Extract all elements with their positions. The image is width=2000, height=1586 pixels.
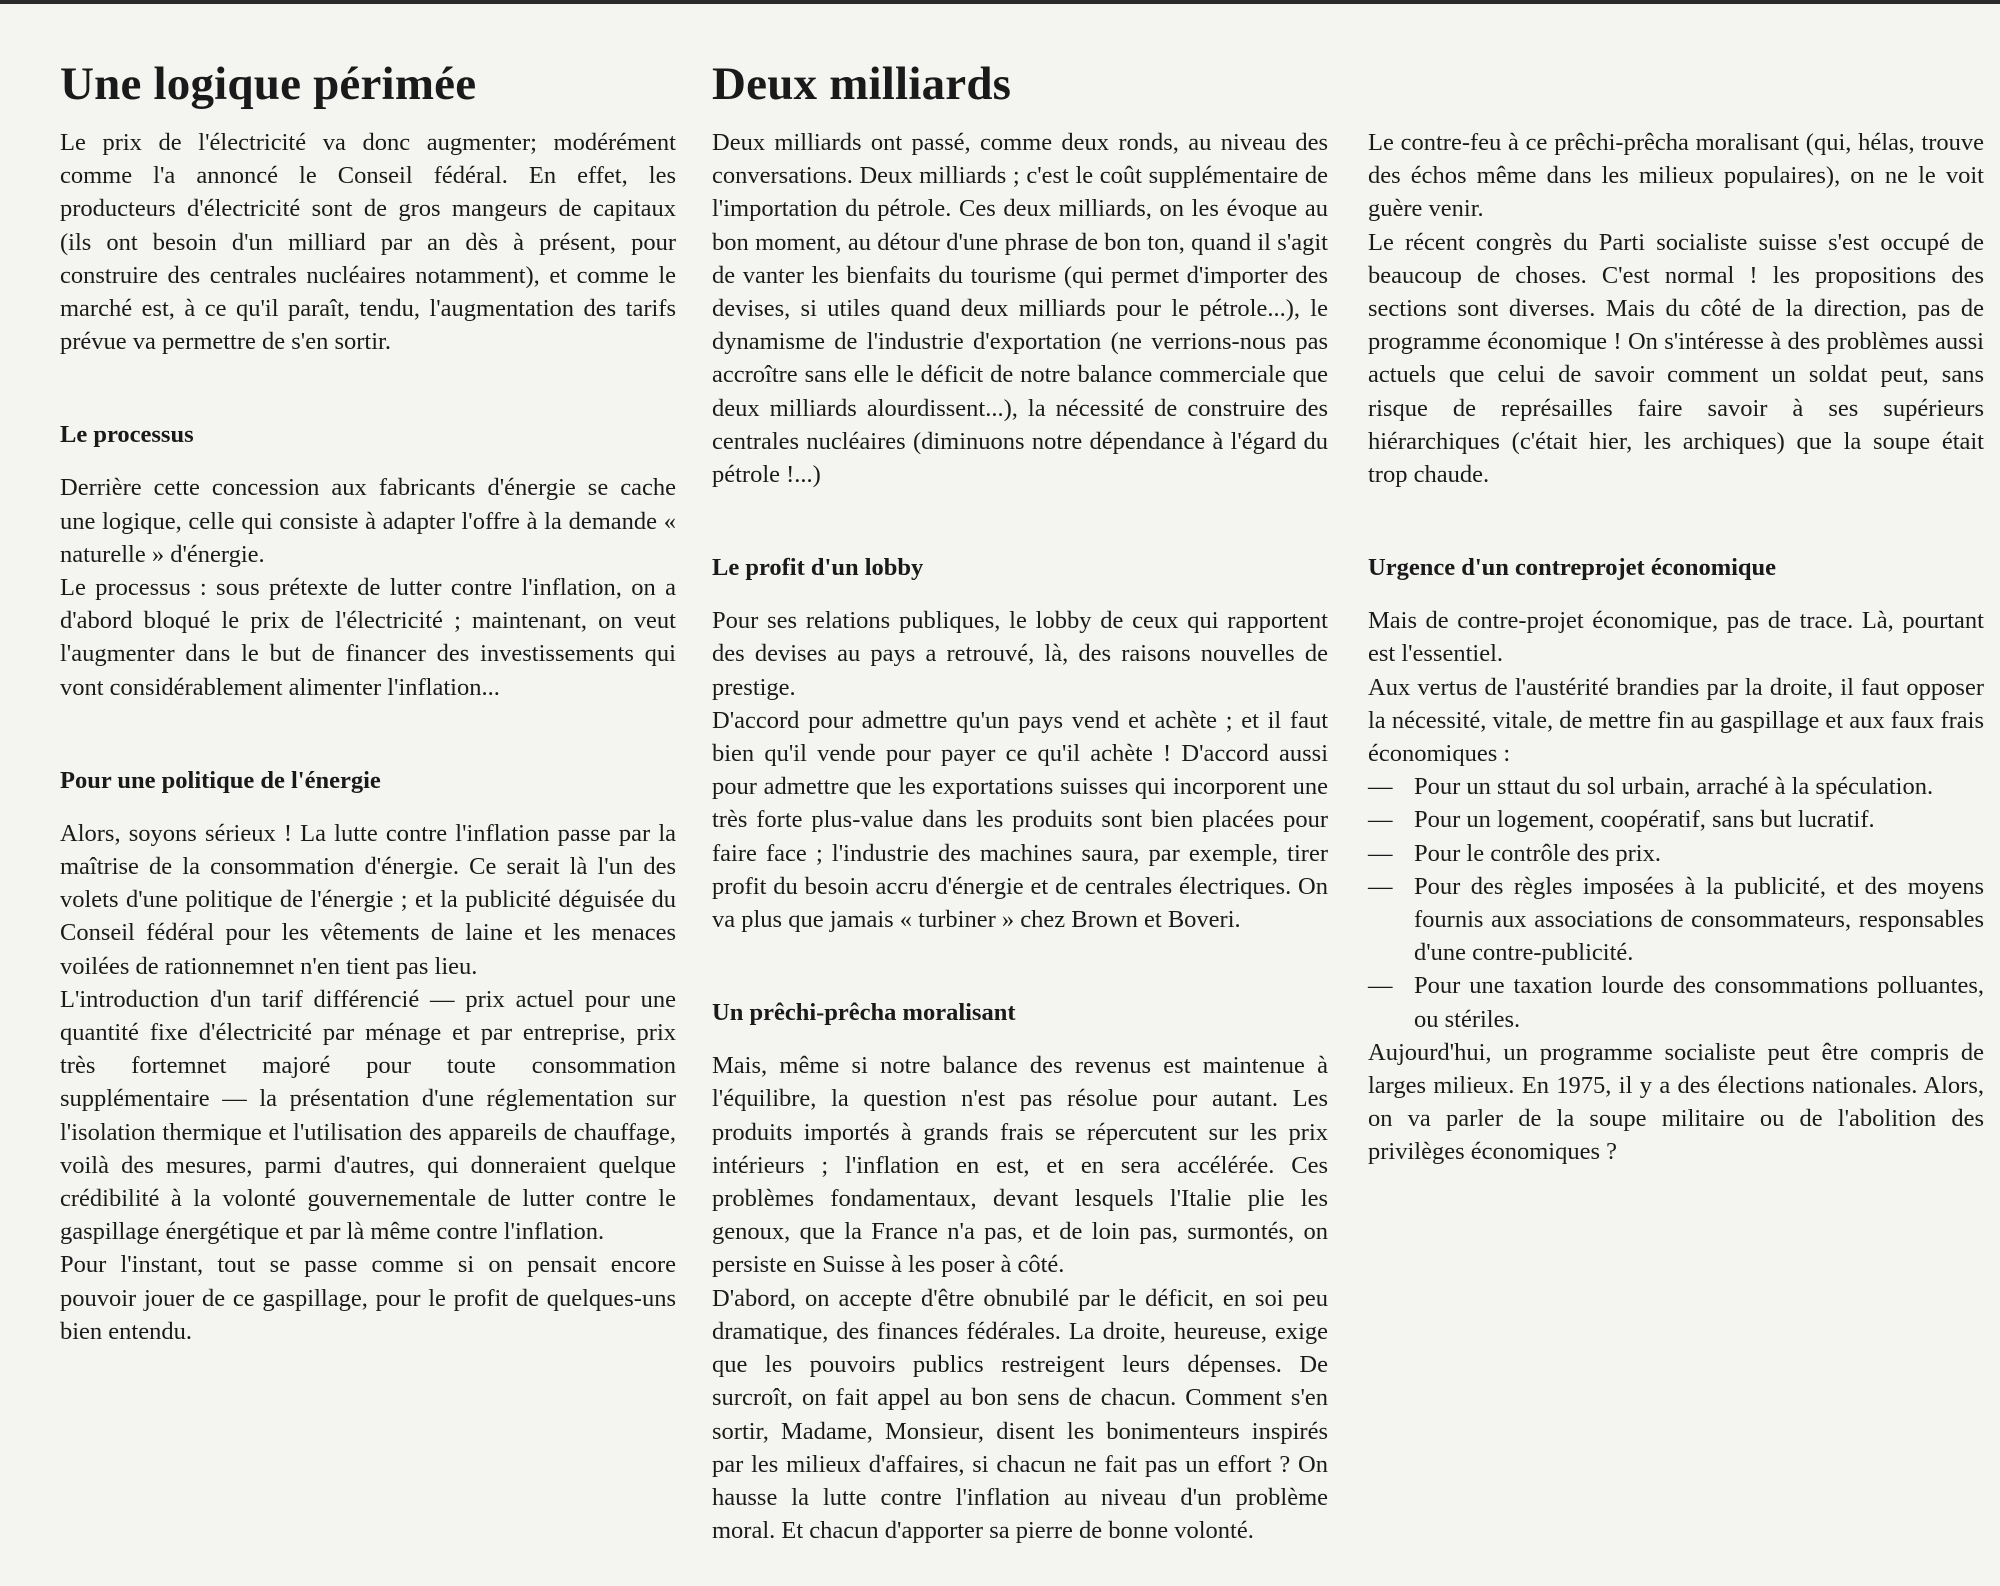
list-item: — Pour des règles imposées à la publicité, et des moyens fournis aux associations de consommateurs, responsables d'une contre-publicité.	[1368, 870, 1984, 970]
demands-list	[1368, 770, 1984, 1036]
article-une-logique-perimee	[60, 56, 676, 1348]
dash-marker: —	[1368, 806, 1393, 834]
dash-marker: —	[1368, 872, 1393, 900]
section-heading: Un prêchi-prêcha moralisant	[712, 999, 1016, 1027]
dash-marker: —	[1368, 773, 1393, 801]
top-rule	[0, 0, 2000, 4]
article-columns	[712, 126, 2000, 1547]
paragraph: Le récent congrès du Parti socialiste suisse s'est occupé de beaucoup de choses. C'est normal ! les propositions des sections sont diverses. Mais du côté de la direction, pas de programme économique ! On s'intéresse à des problèmes aussi actuels que celui de savoir comment un soldat peut, sans risque de représailles faire savoir à ses supérieurs hiérarchiques (c'était hier, les archiques) que la soupe était trop chaude.	[1368, 228, 1984, 489]
column-left	[712, 126, 1328, 1547]
paragraph: Aux vertus de l'austérité brandies par la droite, il faut opposer la nécessité, vitale, de mettre fin au gaspillage et aux faux frais économiques :	[1368, 673, 1984, 768]
article-intro: Le prix de l'électricité va donc augmenter; modérément comme l'a annoncé le Conseil fédéral. En effet, les producteurs d'électricité sont de gros mangeurs de capitaux (ils ont besoin d'un milliard par an dès à présent, pour construire des centrales nucléaires notamment), et comme le marché est, à ce qu'il paraît, tendu, l'augmentation des tarifs prévue va permettre de s'en sortir.	[60, 129, 676, 356]
paragraph: D'accord pour admettre qu'un pays vend et achète ; et il faut bien qu'il vende pour payer ce qu'il achète ! D'accord aussi pour admettre que les exportations suisses qui incorporent une très forte plus-value dans les produits sont bien placées pour faire face ; l'industrie des machines saura, par exemple, tirer profit du besoin accru d'énergie et de centrales électriques. On va plus que jamais « turbiner » chez Brown et Boveri.	[712, 706, 1328, 934]
paragraph: Mais de contre-projet économique, pas de trace. Là, pourtant est l'essentiel.	[1368, 607, 1984, 668]
paragraph: Derrière cette concession aux fabricants d'énergie se cache une logique, celle qui consiste à adapter l'offre à la demande « naturelle » d'énergie.	[60, 474, 676, 568]
article-intro: Deux milliards ont passé, comme deux ronds, au niveau des conversations. Deux milliards ; c'est le coût supplémentaire de l'importation du pétrole. Ces deux milliards, on les évoque au bon moment, au détour d'une phrase de bon ton, quand il s'agit de vanter les bienfaits du tourisme (qui permet d'importer des devises, si utiles quand deux milliards pour le pétrole...), le dynamisme de l'industrie d'exportation (ne verrions-nous pas accroître sans elle le déficit de notre balance commerciale que deux milliards alourdissent...), la nécessité de construire des centrales nucléaires (diminuons notre dépendance à l'égard du pétrole !...)	[712, 129, 1328, 489]
dash-marker: —	[1368, 839, 1393, 867]
paragraph: Pour l'instant, tout se passe comme si on pensait encore pouvoir jouer de ce gaspillage, pour le profit de quelques-uns bien entendu.	[60, 1251, 676, 1345]
list-item: — Pour une taxation lourde des consommations polluantes, ou stériles.	[1368, 969, 1984, 1035]
paragraph: Le processus : sous prétexte de lutter contre l'inflation, on a d'abord bloqué le prix de l'électricité ; maintenant, on veut l'augmenter dans le but de financer des investissements qui vont considérablement alimenter l'inflation...	[60, 574, 676, 701]
section-heading: Le processus	[60, 421, 194, 449]
paragraph: Mais, même si notre balance des revenus est maintenue à l'équilibre, la question n'est pas résolue pour autant. Les produits importés à grands frais se répercutent sur les prix intérieurs ; l'inflation en est, et en sera accélérée. Ces problèmes fondamentaux, devant lesquels l'Italie plie les genoux, que la France n'a pas, et de loin pas, surmontés, on persiste en Suisse à les poser à côté.	[712, 1052, 1328, 1279]
list-item: — Pour un logement, coopératif, sans but lucratif.	[1368, 803, 1984, 836]
dash-marker: —	[1368, 972, 1393, 1000]
list-item: — Pour un sttaut du sol urbain, arraché à la spéculation.	[1368, 770, 1984, 803]
paragraph: L'introduction d'un tarif différencié — prix actuel pour une quantité fixe d'électricité par ménage et par entreprise, prix très fortemnet majoré pour toute consommation supplémentaire — la présentation d'une réglementation sur l'isolation thermique et l'utilisation des appareils de chauffage, voilà des mesures, parmi d'autres, qui donneraient quelque crédibilité à la volonté gouvernementale de lutter contre le gaspillage énergétique et par là même contre l'inflation.	[60, 985, 676, 1246]
section-heading: Urgence d'un contreprojet économique	[1368, 554, 1777, 582]
paragraph: Le contre-feu à ce prêchi-prêcha moralisant (qui, hélas, trouve des échos même dans les milieux populaires), on ne le voit guère venir.	[1368, 129, 1984, 223]
paragraph: Pour ses relations publiques, le lobby de ceux qui rapportent des devises au pays a retrouvé, là, des raisons nouvelles de prestige.	[712, 607, 1328, 701]
section-heading: Pour une politique de l'énergie	[60, 766, 381, 794]
section-heading: Le profit d'un lobby	[712, 554, 924, 582]
article-title: Deux milliards	[712, 58, 1012, 110]
list-item: — Pour le contrôle des prix.	[1368, 837, 1984, 870]
paragraph: Alors, soyons sérieux ! La lutte contre l'inflation passe par la maîtrise de la consommation d'énergie. Ce serait là l'un des volets d'une politique de l'énergie ; et la publicité déguisée du Conseil fédéral pour les vêtements de laine et les menaces voilées de rationnemnet n'en tient pas lieu.	[60, 819, 676, 980]
article-title: Une logique périmée	[60, 58, 477, 110]
article-deux-milliards	[712, 56, 2000, 1547]
paragraph: Aujourd'hui, un programme socialiste peut être compris de larges milieux. En 1975, il y a des élections nationales. Alors, on va parler de la soupe militaire ou de l'abolition des privilèges économiques ?	[1368, 1038, 1984, 1166]
paragraph: D'abord, on accepte d'être obnubilé par le déficit, en soi peu dramatique, des finances fédérales. La droite, heureuse, exige que les pouvoirs publics restreigent leurs dépenses. De surcroît, on fait appel au bon sens de chacun. Comment s'en sortir, Madame, Monsieur, disent les bonimenteurs inspirés par les milieux d'affaires, si chacun ne fait pas un effort ? On hausse la lutte contre l'inflation au niveau d'un problème moral. Et chacun d'apporter sa pierre de bonne volonté.	[712, 1284, 1328, 1545]
column-right	[1368, 126, 1984, 1169]
